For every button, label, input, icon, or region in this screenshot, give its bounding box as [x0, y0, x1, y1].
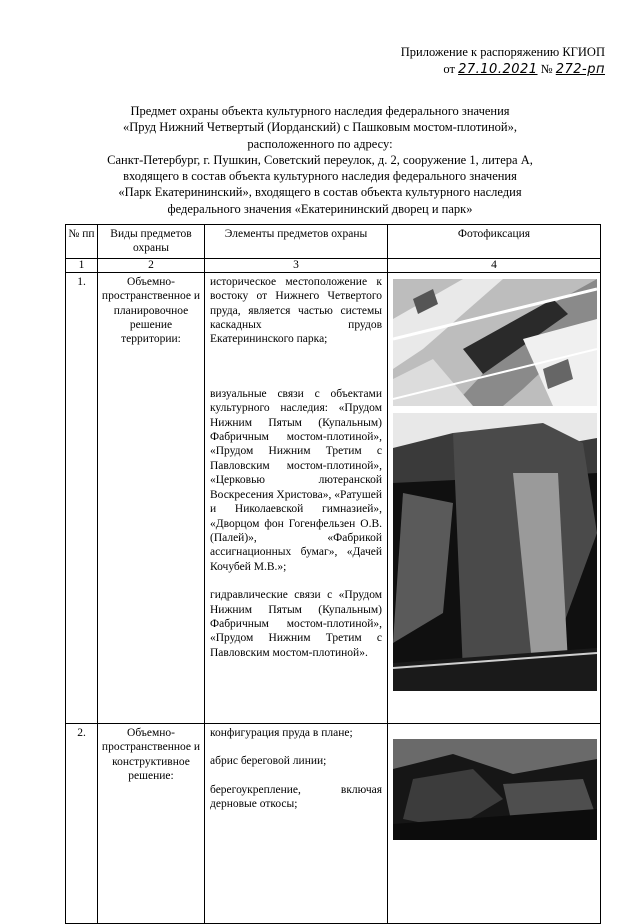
column-number: 3 — [205, 258, 388, 272]
table-row — [66, 723, 601, 923]
appendix-title: Приложение к распоряжению КГИОП — [400, 45, 605, 59]
row-photos — [388, 723, 601, 923]
column-number: 4 — [388, 258, 601, 272]
table-header-row — [66, 225, 601, 259]
column-number: 1 — [66, 258, 98, 272]
number-prefix: № — [540, 62, 553, 76]
header-elements: Элементы предметов охраны — [205, 225, 388, 259]
element-text: историческое местоположение к востоку от Нижнего Четвертого пруда, является частью системы каскадных прудов Екатерининского парка; — [210, 275, 382, 346]
row-type: Объемно-пространственное и планировочное решение территории: — [98, 272, 205, 723]
element-text: конфигурация пруда в плане; — [210, 726, 353, 739]
handwritten-date: 27.10.2021 — [458, 62, 538, 77]
appendix-date-line — [325, 61, 605, 78]
handwritten-number: 272-рп — [555, 62, 605, 77]
landscape-photo — [393, 413, 597, 691]
column-number-row — [66, 258, 601, 272]
element-text: гидравлические связи с «Прудом Нижним Пятым (Купальным) Фабричным мостом-плотиной», «Прудом Нижним Третим с Павловским мостом-плотиной». — [210, 589, 382, 659]
row-elements — [205, 723, 388, 923]
title-line: входящего в состав объекта культурного наследия федерального значения — [123, 169, 517, 184]
document-title — [60, 103, 580, 217]
header-num: № пп — [66, 225, 98, 259]
header-photo: Фотофиксация — [388, 225, 601, 259]
element-text: абрис береговой линии; — [210, 755, 327, 768]
title-line: Предмет охраны объекта культурного наследия федерального значения — [130, 104, 510, 118]
row-elements — [205, 272, 388, 723]
protection-subject-table — [65, 224, 601, 924]
shore-photo — [393, 739, 597, 840]
appendix-note — [325, 44, 605, 78]
row-num: 2. — [66, 723, 98, 923]
element-text: визуальные связи с объектами культурного наследия: «Прудом Нижним Пятым (Купальным) Фабричным мостом-плотиной», «Прудом Нижним Третим с Павловским мостом-плотиной», «Церковью лютеранской Воскресения Христова», «Ратушей и Николаевской гимназией», «Дворцом фон Гогенфельзен О.В. (Палей)», «Фабрикой ассигнационных бумаг», «Дачей Кочубей М.В.»; — [210, 387, 382, 573]
row-num: 1. — [66, 272, 98, 723]
title-line: «Пруд Нижний Четвертый (Иорданский) с Пашковым мостом-плотиной», — [122, 120, 517, 135]
date-prefix: от — [443, 62, 455, 76]
column-number: 2 — [98, 258, 205, 272]
row-photos — [388, 272, 601, 723]
title-line: «Парк Екатерининский», входящего в состав объекта культурного наследия — [118, 185, 522, 200]
title-line: расположенного по адресу: — [247, 136, 393, 151]
title-line: Санкт-Петербург, г. Пушкин, Советский переулок, д. 2, сооружение 1, литера А, — [107, 152, 533, 167]
map-photo — [393, 279, 597, 406]
element-text: берегоукрепление, включая дерновые откосы; — [210, 783, 382, 811]
table-row — [66, 272, 601, 723]
header-type: Виды предметов охраны — [98, 225, 205, 259]
row-type: Объемно-пространственное и конструктивное решение: — [98, 723, 205, 923]
title-line: федерального значения «Екатерининский дворец и парк» — [167, 201, 473, 216]
